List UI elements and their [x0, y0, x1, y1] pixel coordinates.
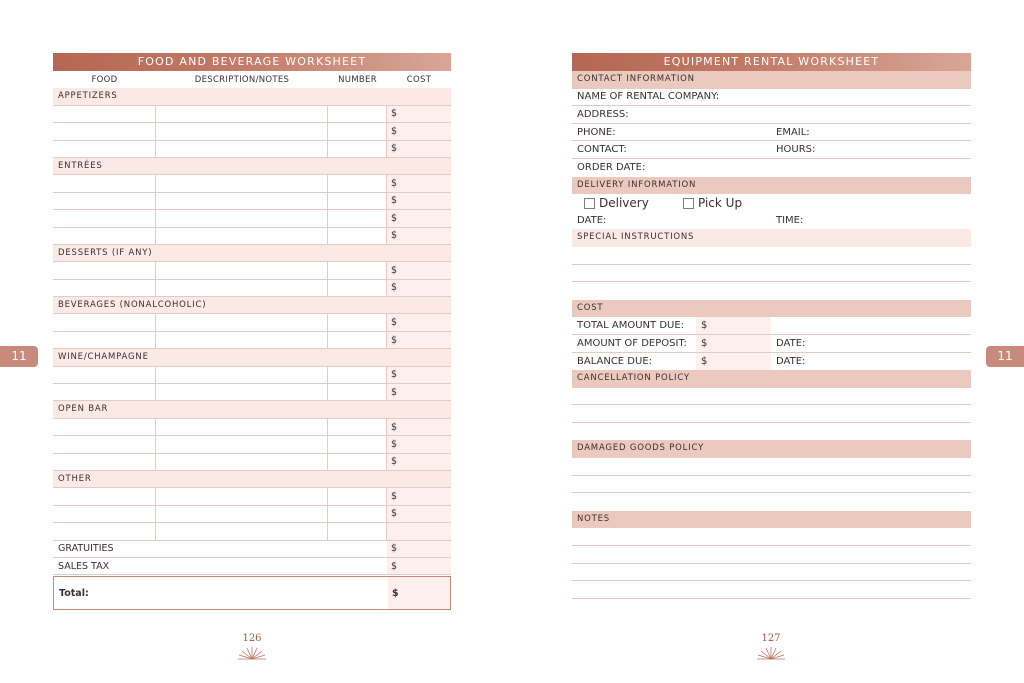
contact-label: CONTACT:: [577, 144, 627, 156]
cell-food[interactable]: [53, 332, 156, 348]
company-label: NAME OF RENTAL COMPANY:: [577, 91, 720, 103]
balance-date-label: DATE:: [776, 355, 806, 367]
cell-description[interactable]: [156, 228, 328, 244]
order-date-label: ORDER DATE:: [577, 162, 646, 174]
cell-description[interactable]: [156, 454, 328, 470]
cell-number[interactable]: [328, 262, 387, 278]
address-label: ADDRESS:: [577, 108, 629, 120]
cell-description[interactable]: [156, 175, 328, 191]
balance-dollar: $: [701, 355, 708, 367]
table-row: [53, 123, 451, 140]
table-row: [53, 175, 451, 192]
cell-cost[interactable]: $: [387, 280, 451, 296]
table-row: [53, 141, 451, 158]
cell-cost[interactable]: $: [387, 367, 451, 383]
delivery-date-label: DATE:: [577, 215, 607, 227]
gratuities-cost[interactable]: $: [387, 541, 451, 557]
cell-number[interactable]: [328, 280, 387, 296]
sales-tax-row: [53, 558, 451, 575]
cell-cost[interactable]: $: [387, 436, 451, 452]
special-line[interactable]: [572, 265, 971, 283]
deposit-row[interactable]: [572, 335, 971, 353]
cell-food[interactable]: [53, 419, 156, 435]
cell-number[interactable]: [328, 210, 387, 226]
cell-description[interactable]: [156, 280, 328, 296]
email-label: EMAIL:: [776, 126, 810, 138]
cell-number[interactable]: [328, 106, 387, 122]
notes-line[interactable]: [572, 546, 971, 564]
cell-cost[interactable]: $: [387, 123, 451, 139]
spacer: [572, 282, 971, 300]
cell-food[interactable]: [53, 506, 156, 522]
balance-row[interactable]: [572, 353, 971, 371]
chapter-tab-right: 11: [986, 346, 1024, 367]
cell-cost[interactable]: $: [387, 175, 451, 191]
table-row: [53, 454, 451, 471]
cell-number[interactable]: [328, 506, 387, 522]
cell-food[interactable]: [53, 141, 156, 157]
sales-tax-cost[interactable]: $: [387, 558, 451, 574]
section-beverages: BEVERAGES (NONALCOHOLIC): [53, 297, 451, 314]
pickup-option-label: Pick Up: [698, 196, 743, 211]
cell-food[interactable]: [53, 384, 156, 400]
cell-description[interactable]: [156, 262, 328, 278]
delivery-time-label: TIME:: [776, 215, 804, 227]
cell-description[interactable]: [156, 436, 328, 452]
cell-cost[interactable]: $: [387, 488, 451, 504]
address-row[interactable]: [572, 106, 971, 124]
cell-food[interactable]: [53, 228, 156, 244]
cell-cost[interactable]: $: [387, 262, 451, 278]
pickup-option[interactable]: [683, 196, 742, 210]
cell-number[interactable]: [328, 314, 387, 330]
cell-food[interactable]: [53, 106, 156, 122]
table-row: [53, 506, 451, 523]
delivery-option[interactable]: [584, 196, 649, 210]
deposit-label: AMOUNT OF DEPOSIT:: [577, 337, 687, 349]
total-due-dollar: $: [701, 320, 708, 332]
cell-cost[interactable]: $: [387, 384, 451, 400]
page-number-right: 127: [761, 633, 781, 644]
table-row: [53, 106, 451, 123]
section-cancellation: CANCELLATION POLICY: [572, 370, 971, 388]
cell-cost[interactable]: $: [387, 454, 451, 470]
page-number-left: 126: [242, 633, 262, 644]
order-date-row[interactable]: [572, 159, 971, 177]
notes-line[interactable]: [572, 564, 971, 582]
cancellation-line[interactable]: [572, 388, 971, 406]
cell-description[interactable]: [156, 332, 328, 348]
section-special-instructions: SPECIAL INSTRUCTIONS: [572, 229, 971, 247]
table-row: [53, 193, 451, 210]
cell-description[interactable]: [156, 123, 328, 139]
table-row: [53, 280, 451, 297]
cell-number[interactable]: [328, 123, 387, 139]
cell-cost[interactable]: $: [387, 332, 451, 348]
cell-food[interactable]: [53, 488, 156, 504]
cell-description[interactable]: [156, 106, 328, 122]
cell-cost[interactable]: $: [387, 506, 451, 522]
delivery-options-row: [572, 194, 971, 212]
section-other: OTHER: [53, 471, 451, 488]
cell-description[interactable]: [156, 314, 328, 330]
chapter-tab-left: 11: [0, 346, 38, 367]
phone-email-row[interactable]: [572, 124, 971, 142]
cell-description[interactable]: [156, 193, 328, 209]
cell-description[interactable]: [156, 141, 328, 157]
cell-number[interactable]: [328, 523, 387, 539]
cell-number[interactable]: [328, 384, 387, 400]
cell-food[interactable]: [53, 314, 156, 330]
table-row: [53, 436, 451, 453]
cell-cost[interactable]: [387, 523, 451, 539]
cancellation-line[interactable]: [572, 405, 971, 423]
cell-description[interactable]: [156, 367, 328, 383]
table-header-row: [53, 71, 451, 88]
section-cost: COST: [572, 300, 971, 318]
cell-food[interactable]: [53, 523, 156, 539]
cell-description[interactable]: [156, 488, 328, 504]
cell-number[interactable]: [328, 488, 387, 504]
deposit-dollar: $: [701, 337, 708, 349]
section-contact: CONTACT INFORMATION: [572, 71, 971, 89]
total-due-row[interactable]: [572, 317, 971, 335]
table-row: [53, 488, 451, 505]
contact-hours-row[interactable]: [572, 141, 971, 159]
table-row: [53, 228, 451, 245]
sales-tax-label: SALES TAX: [58, 560, 110, 572]
cell-number[interactable]: [328, 141, 387, 157]
cell-cost[interactable]: $: [387, 141, 451, 157]
col-cost: COST: [406, 74, 432, 85]
table-row: [53, 332, 451, 349]
damaged-line[interactable]: [572, 476, 971, 494]
col-food: FOOD: [91, 74, 118, 85]
total-box: [53, 576, 451, 610]
table-row: [53, 367, 451, 384]
gratuities-label: GRATUITIES: [58, 543, 114, 555]
pickup-checkbox[interactable]: [683, 198, 694, 209]
hours-label: HOURS:: [776, 144, 816, 156]
spacer: [572, 423, 971, 441]
cell-number[interactable]: [328, 175, 387, 191]
cell-description[interactable]: [156, 210, 328, 226]
company-row[interactable]: [572, 89, 971, 107]
section-wine: WINE/CHAMPAGNE: [53, 349, 451, 366]
sunburst-ornament-icon: [238, 646, 266, 660]
section-notes: NOTES: [572, 511, 971, 529]
cell-food[interactable]: [53, 262, 156, 278]
cell-food[interactable]: [53, 436, 156, 452]
special-line[interactable]: [572, 247, 971, 265]
section-damaged-goods: DAMAGED GOODS POLICY: [572, 440, 971, 458]
cell-food[interactable]: [53, 454, 156, 470]
cell-number[interactable]: [328, 419, 387, 435]
section-entrees: ENTRÉES: [53, 158, 451, 175]
notes-line[interactable]: [572, 581, 971, 599]
cell-food[interactable]: [53, 193, 156, 209]
equipment-rental-worksheet: [572, 53, 971, 599]
table-row: [53, 262, 451, 279]
cell-food[interactable]: [53, 210, 156, 226]
spacer: [572, 493, 971, 511]
cell-description[interactable]: [156, 384, 328, 400]
col-number: NUMBER: [338, 74, 377, 85]
cell-number[interactable]: [328, 332, 387, 348]
cell-number[interactable]: [328, 367, 387, 383]
cell-cost[interactable]: $: [387, 106, 451, 122]
cell-description[interactable]: [156, 506, 328, 522]
table-row: [53, 210, 451, 227]
cell-number[interactable]: [328, 436, 387, 452]
total-label: Total:: [59, 587, 89, 599]
equipment-rental-title: EQUIPMENT RENTAL WORKSHEET: [572, 53, 971, 71]
cell-number[interactable]: [328, 454, 387, 470]
sunburst-ornament-icon: [757, 646, 785, 660]
damaged-line[interactable]: [572, 458, 971, 476]
phone-label: PHONE:: [577, 126, 616, 138]
table-row: [53, 384, 451, 401]
total-cost[interactable]: $: [388, 577, 450, 609]
table-row: [53, 419, 451, 436]
cell-cost[interactable]: $: [387, 314, 451, 330]
section-delivery: DELIVERY INFORMATION: [572, 177, 971, 195]
cell-food[interactable]: [53, 123, 156, 139]
food-beverage-worksheet: [53, 53, 451, 610]
total-due-label: TOTAL AMOUNT DUE:: [577, 320, 685, 332]
cell-description[interactable]: [156, 419, 328, 435]
section-desserts: DESSERTS (IF ANY): [53, 245, 451, 262]
delivery-checkbox[interactable]: [584, 198, 595, 209]
cell-number[interactable]: [328, 193, 387, 209]
cell-cost[interactable]: $: [387, 419, 451, 435]
cell-food[interactable]: [53, 175, 156, 191]
cell-cost[interactable]: $: [387, 193, 451, 209]
section-appetizers: APPETIZERS: [53, 88, 451, 105]
section-open-bar: OPEN BAR: [53, 401, 451, 418]
deposit-date-label: DATE:: [776, 337, 806, 349]
notes-line[interactable]: [572, 528, 971, 546]
col-description: DESCRIPTION/NOTES: [194, 74, 290, 85]
cell-food[interactable]: [53, 280, 156, 296]
cell-food[interactable]: [53, 367, 156, 383]
delivery-date-row[interactable]: [572, 212, 971, 230]
table-row: [53, 523, 451, 540]
balance-label: BALANCE DUE:: [577, 355, 653, 367]
cell-cost[interactable]: $: [387, 210, 451, 226]
food-beverage-title: FOOD AND BEVERAGE WORKSHEET: [53, 53, 451, 71]
cell-cost[interactable]: $: [387, 228, 451, 244]
cell-number[interactable]: [328, 228, 387, 244]
delivery-option-label: Delivery: [599, 196, 649, 211]
table-row: [53, 314, 451, 331]
cell-description[interactable]: [156, 523, 328, 539]
gratuities-row: [53, 541, 451, 558]
